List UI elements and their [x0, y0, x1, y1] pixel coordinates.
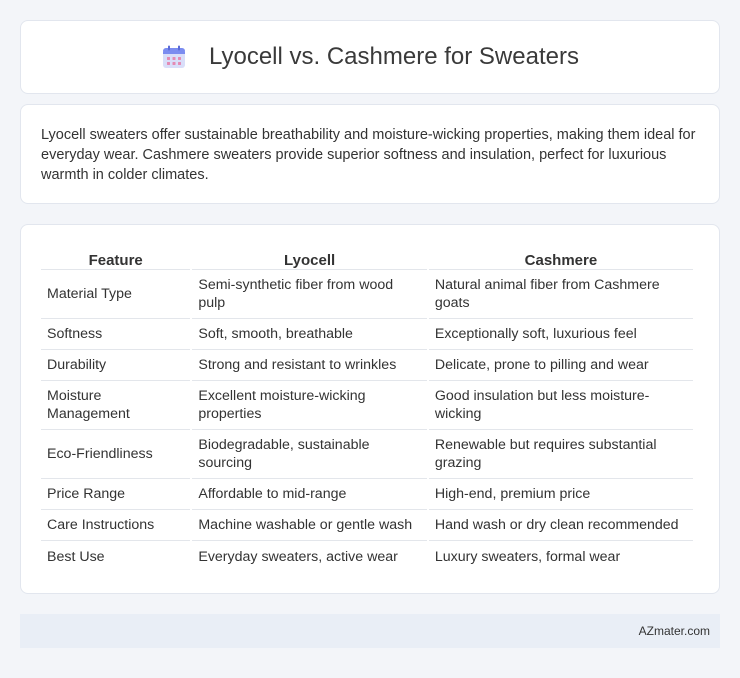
- intro-paragraph: Lyocell sweaters offer sustainable breathability and moisture-wicking properties, making them ideal for everyday wear. Cashmere sweaters provide superior softness and insulation, perfect for luxurious warmth in colder climates.: [41, 127, 696, 183]
- table-row: [41, 270, 693, 319]
- comparison-table: [39, 245, 695, 572]
- table-row: [41, 510, 693, 541]
- lyocell-cell: Semi-synthetic fiber from wood pulp: [192, 270, 427, 319]
- header-lyocell: Lyocell: [192, 245, 427, 270]
- lyocell-cell: Soft, smooth, breathable: [192, 319, 427, 350]
- table-row: [41, 381, 693, 430]
- cashmere-cell: Good insulation but less moisture-wicking: [429, 381, 693, 430]
- table-row: [41, 479, 693, 510]
- lyocell-cell: Excellent moisture-wicking properties: [192, 381, 427, 430]
- lyocell-cell: Biodegradable, sustainable sourcing: [192, 430, 427, 479]
- lyocell-cell: Machine washable or gentle wash: [192, 510, 427, 541]
- feature-cell: Material Type: [41, 270, 190, 319]
- cashmere-cell: Hand wash or dry clean recommended: [429, 510, 693, 541]
- cashmere-cell: Natural animal fiber from Cashmere goats: [429, 270, 693, 319]
- table-header-row: [41, 245, 693, 270]
- lyocell-cell: Strong and resistant to wrinkles: [192, 350, 427, 381]
- feature-cell: Softness: [41, 319, 190, 350]
- page-title: Lyocell vs. Cashmere for Sweaters: [209, 43, 579, 70]
- table-row: [41, 541, 693, 572]
- comparison-card: [20, 224, 720, 594]
- header-feature: Feature: [41, 245, 190, 270]
- calendar-icon: [161, 44, 187, 70]
- feature-cell: Best Use: [47, 548, 105, 565]
- feature-cell: Price Range: [41, 479, 190, 510]
- table-row: [41, 319, 693, 350]
- feature-cell: Care Instructions: [41, 510, 190, 541]
- title-card: [20, 20, 720, 94]
- intro-card: [20, 104, 720, 204]
- cashmere-cell: Exceptionally soft, luxurious feel: [429, 319, 693, 350]
- header-cashmere: Cashmere: [429, 245, 693, 270]
- cashmere-cell: Renewable but requires substantial grazing: [429, 430, 693, 479]
- feature-cell: Moisture Management: [41, 381, 190, 430]
- table-row: [41, 350, 693, 381]
- feature-cell: Durability: [41, 350, 190, 381]
- cashmere-cell: Delicate, prone to pilling and wear: [429, 350, 693, 381]
- source-credit: AZmater.com: [638, 624, 710, 638]
- lyocell-cell: Everyday sweaters, active wear: [198, 548, 398, 565]
- cashmere-cell: Luxury sweaters, formal wear: [434, 548, 621, 565]
- lyocell-cell: Affordable to mid-range: [192, 479, 427, 510]
- cashmere-cell: High-end, premium price: [429, 479, 693, 510]
- feature-cell: Eco-Friendliness: [41, 430, 190, 479]
- table-row: [41, 430, 693, 479]
- footer: [20, 614, 720, 648]
